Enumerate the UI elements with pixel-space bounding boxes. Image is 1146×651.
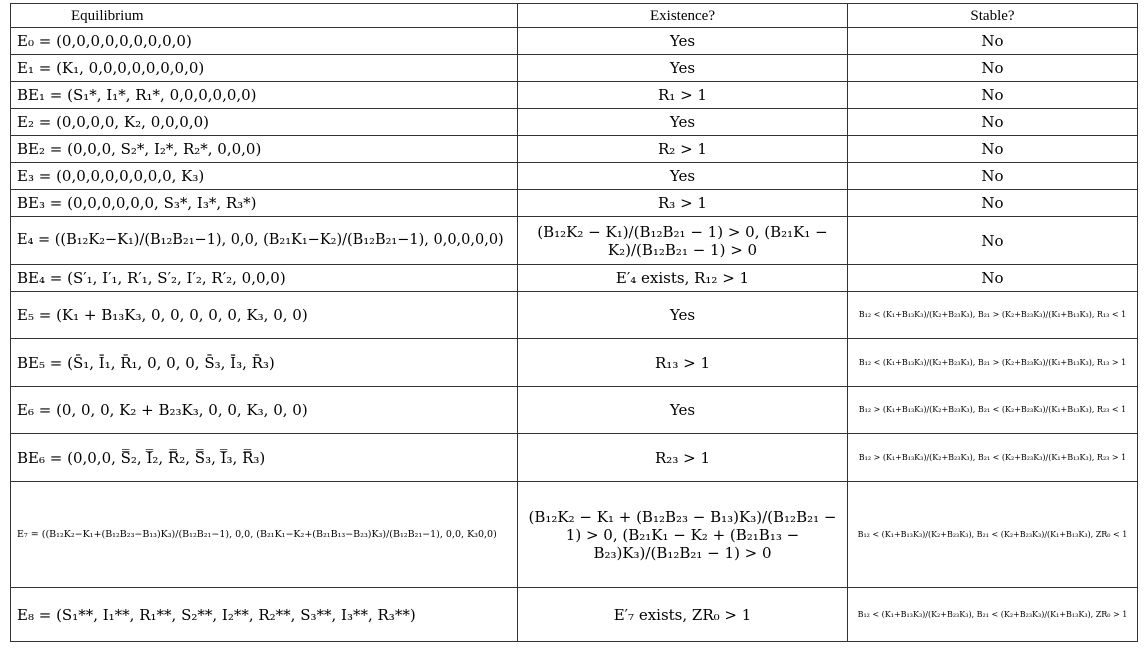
stable-cell: No — [848, 136, 1138, 163]
existence-cell: R₂ > 1 — [518, 136, 848, 163]
existence-cell: Yes — [518, 28, 848, 55]
stable-cell: B₁₂ < (K₁+B₁₃K₃)/(K₂+B₂₃K₃), B₂₁ > (K₂+B₂₃K₃)/(K₁+B₁₃K₃), R₁₃ > 1 — [848, 339, 1138, 387]
table-row — [11, 190, 1138, 217]
stable-cell: No — [848, 217, 1138, 265]
existence-cell: R₃ > 1 — [518, 190, 848, 217]
table-row — [11, 387, 1138, 434]
table-row — [11, 292, 1138, 339]
table-row — [11, 136, 1138, 163]
table-row — [11, 588, 1138, 642]
equilibrium-cell: BE₁ = (S₁*, I₁*, R₁*, 0,0,0,0,0,0) — [11, 82, 518, 109]
existence-cell: (B₁₂K₂ − K₁)/(B₁₂B₂₁ − 1) > 0, (B₂₁K₁ − K₂)/(B₁₂B₂₁ − 1) > 0 — [518, 217, 848, 265]
existence-cell: E′₇ exists, ZR₀ > 1 — [518, 588, 848, 642]
existence-cell: R₁₃ > 1 — [518, 339, 848, 387]
equilibrium-cell: E₀ = (0,0,0,0,0,0,0,0,0) — [11, 28, 518, 55]
table-row — [11, 28, 1138, 55]
stable-cell: No — [848, 265, 1138, 292]
header-stable: Stable? — [848, 4, 1138, 28]
header-equilibrium: Equilibrium — [11, 4, 518, 28]
stable-cell: B₁₂ < (K₁+B₁₃K₃)/(K₂+B₂₃K₃), B₂₁ > (K₂+B₂₃K₃)/(K₁+B₁₃K₃), R₁₃ < 1 — [848, 292, 1138, 339]
equilibrium-cell: BE₆ = (0,0,0, S̿₂, I̿₂, R̿₂, S̿₃, I̿₃, R̿₃) — [11, 434, 518, 482]
table-row — [11, 217, 1138, 265]
equilibrium-cell: BE₅ = (S̄₁, Ī₁, R̄₁, 0, 0, 0, S̄₃, Ī₃, R̄₃) — [11, 339, 518, 387]
equilibria-table — [10, 3, 1138, 642]
table-row — [11, 163, 1138, 190]
table-row — [11, 482, 1138, 588]
equilibrium-cell: BE₂ = (0,0,0, S₂*, I₂*, R₂*, 0,0,0) — [11, 136, 518, 163]
table-row — [11, 55, 1138, 82]
table-row — [11, 339, 1138, 387]
existence-cell: Yes — [518, 163, 848, 190]
existence-cell: R₂₃ > 1 — [518, 434, 848, 482]
table-row — [11, 82, 1138, 109]
table-row — [11, 109, 1138, 136]
stable-cell: No — [848, 163, 1138, 190]
stable-cell: No — [848, 82, 1138, 109]
equilibrium-cell: BE₄ = (S′₁, I′₁, R′₁, S′₂, I′₂, R′₂, 0,0,0) — [11, 265, 518, 292]
header-existence: Existence? — [518, 4, 848, 28]
stable-cell: B₁₂ < (K₁+B₁₃K₃)/(K₂+B₂₃K₃), B₂₁ < (K₂+B₂₃K₃)/(K₁+B₁₃K₃), ZR₀ < 1 — [848, 482, 1138, 588]
stable-cell: B₁₂ < (K₁+B₁₃K₃)/(K₂+B₂₃K₃), B₂₁ < (K₂+B₂₃K₃)/(K₁+B₁₃K₃), ZR₀ > 1 — [848, 588, 1138, 642]
existence-cell: (B₁₂K₂ − K₁ + (B₁₂B₂₃ − B₁₃)K₃)/(B₁₂B₂₁ − 1) > 0, (B₂₁K₁ − K₂ + (B₂₁B₁₃ − B₂₃)K₃)/(B₁₂B₂₁ − 1) > 0 — [518, 482, 848, 588]
equilibrium-cell: E₃ = (0,0,0,0,0,0,0,0, K₃) — [11, 163, 518, 190]
stable-cell: No — [848, 55, 1138, 82]
existence-cell: Yes — [518, 387, 848, 434]
equilibrium-cell: E₄ = ((B₁₂K₂−K₁)/(B₁₂B₂₁−1), 0,0, (B₂₁K₁−K₂)/(B₁₂B₂₁−1), 0,0,0,0,0) — [11, 217, 518, 265]
equilibrium-cell: E₆ = (0, 0, 0, K₂ + B₂₃K₃, 0, 0, K₃, 0, 0) — [11, 387, 518, 434]
equilibrium-cell: E₈ = (S₁**, I₁**, R₁**, S₂**, I₂**, R₂**, S₃**, I₃**, R₃**) — [11, 588, 518, 642]
existence-cell: Yes — [518, 55, 848, 82]
header-row — [11, 4, 1138, 28]
table-row — [11, 434, 1138, 482]
existence-cell: R₁ > 1 — [518, 82, 848, 109]
existence-cell: Yes — [518, 292, 848, 339]
equilibrium-cell: E₅ = (K₁ + B₁₃K₃, 0, 0, 0, 0, 0, K₃, 0, 0) — [11, 292, 518, 339]
existence-cell: Yes — [518, 109, 848, 136]
equilibrium-cell: BE₃ = (0,0,0,0,0,0, S₃*, I₃*, R₃*) — [11, 190, 518, 217]
stable-cell: No — [848, 28, 1138, 55]
equilibrium-cell: E₂ = (0,0,0,0, K₂, 0,0,0,0) — [11, 109, 518, 136]
stable-cell: No — [848, 109, 1138, 136]
stable-cell: B₁₂ > (K₁+B₁₃K₃)/(K₂+B₂₃K₃), B₂₁ < (K₂+B₂₃K₃)/(K₁+B₁₃K₃), R₂₃ < 1 — [848, 387, 1138, 434]
equilibrium-cell: E₇ = ((B₁₂K₂−K₁+(B₁₂B₂₃−B₁₃)K₃)/(B₁₂B₂₁−1), 0,0, (B₂₁K₁−K₂+(B₂₁B₁₃−B₂₃)K₃)/(B₁₂B₂₁−1), 0,0, K₃0,0) — [11, 482, 518, 588]
stable-cell: No — [848, 190, 1138, 217]
equilibrium-cell: E₁ = (K₁, 0,0,0,0,0,0,0,0) — [11, 55, 518, 82]
stable-cell: B₁₂ > (K₁+B₁₃K₃)/(K₂+B₂₃K₃), B₂₁ < (K₂+B₂₃K₃)/(K₁+B₁₃K₃), R₂₃ > 1 — [848, 434, 1138, 482]
table-row — [11, 265, 1138, 292]
existence-cell: E′₄ exists, R₁₂ > 1 — [518, 265, 848, 292]
